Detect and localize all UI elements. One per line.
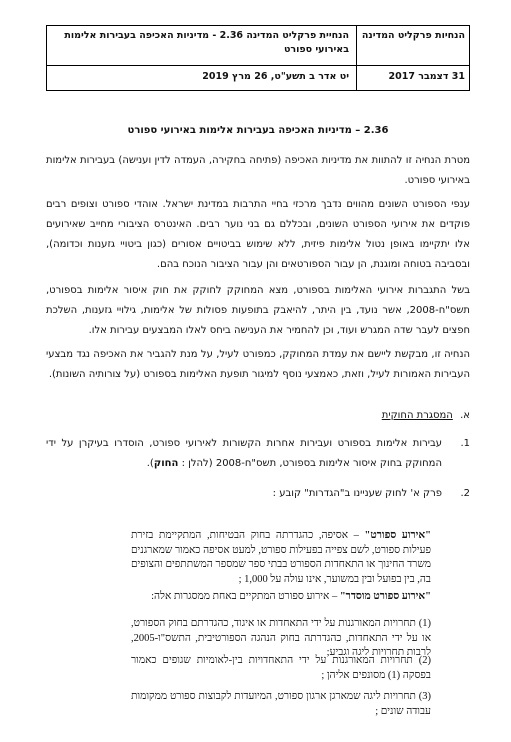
paragraph-legislation: בשל התגברות אירועי האלימות בספורט, מצא המחוקק לחוקק את חוק איסור אלימות בספורט, תשס"ח-2008, אשר נועד, בין היתר, להיאבק בתופעות פסולות של אלימות, גילויי גזענות, השלכת חפצים לעבר שדה המגרש ועוד, וכן להחמיר את הענישה ביחס לאלו המבצעים עבירות אלו. — [46, 285, 470, 336]
definition-text: – אירוע ספורט המתקיים באחת ממסגרות אלה: — [151, 591, 340, 602]
quote-definition-sport-event — [131, 529, 431, 587]
header-table-divider-horizontal — [47, 65, 469, 66]
list-item — [46, 434, 470, 474]
document-title: 2.36 – מדיניות האכיפה בעבירות אלימות באירועי ספורט — [127, 125, 389, 136]
list-item-text — [46, 434, 442, 474]
list-item-body: עבירות אלימות בספורט ועבירות אחרות הקשורות לאירועי ספורט, הוסדרו בעיקרן על ידי המחוקק בחוק איסור אלימות בספורט, תשס"ח-2008 (להלן : — [46, 438, 442, 469]
quote-definition-regulated-event — [131, 590, 431, 605]
list-item-defined-term: החוק — [153, 458, 179, 469]
list-item-number: 2. — [460, 488, 470, 499]
header-directive-title: הנחיית פרקליט המדינה 2.36 - מדיניות האכיפה בעבירות אלימות באירועי ספורט — [64, 30, 349, 55]
header-original-date: 31 דצמבר 2017 — [388, 71, 465, 82]
list-item-text: פרק א' לחוק שעניינו ב"הגדרות" קובע : — [272, 488, 442, 499]
list-item — [46, 484, 470, 504]
header-table-divider-vertical — [356, 26, 357, 90]
header-table — [46, 25, 470, 91]
definition-term: "אירוע ספורט מוסדר" — [339, 591, 431, 602]
quote-subclause-3: (3) תחרויות ליגה שמארגן ארגון ספורט, המיועדות לקבוצות ספורט ממקומות עבודה שונים ; — [131, 691, 431, 717]
list-item-tail: ). — [146, 458, 154, 469]
section-letter: א. — [460, 410, 470, 421]
paragraph-background: ענפי הספורט השונים מהווים נדבך מרכזי בחיי התרבות במדינת ישראל. אוהדי ספורט וצופים רבים פוקדים את אירועי הספורט השונים, ובכללם גם בני נוער רבים. האינטרס הציבורי מחייב שאירועים אלו יתקיימו באופן נטול אלימות פיזית, ללא שימוש בביטויים אסורים (כגון ביטויי גזענות וכדומה), ובסביבה בטוחה ומוגנת, הן עבור הספורטאים והן עבור הציבור הנוכח בהם. — [46, 199, 470, 270]
paragraph-purpose: מטרת הנחיה זו להתוות את מדיניות האכיפה (פתיחה בחקירה, העמדה לדין וענישה) בעבירות אלימות באירועי ספורט. — [46, 155, 470, 186]
section-title: המסגרת החוקית — [381, 410, 453, 421]
paragraph-directive-aim: הנחיה זו, מבקשת ליישם את עמדת המחוקק, כמפורט לעיל, על מנת להגביר את האכיפה נגד מבצעי העבירות האמורות לעיל, וזאת, כאמצעי נוסף למיגור תופעת האלימות בספורט (על צורותיה השונות). — [46, 349, 470, 380]
header-update-date: יט אדר ב תשע"ט, 26 מרץ 2019 — [202, 71, 349, 82]
section-heading — [170, 410, 470, 421]
quote-subclause-1: (1) תחרויות המאורגנות על ידי התאחדות או איגוד, כהגדרתם בחוק הספורט, או על ידי התאחדות, כהגדרתה בחוק הנהגה הספורטיבית, התשס"ו-2005, לרבות תחרויות ליגה וגביע; — [131, 618, 431, 658]
definition-term: "אירוע ספורט" — [364, 530, 431, 541]
list-item-number: 1. — [460, 438, 470, 449]
quote-subclause-2: (2) תחרויות המאורגנות על ידי התאחדויות בין-לאומיות שגופים כאמור בפסקה (1) מסונפים אליהן ; — [131, 655, 431, 681]
header-guidelines-label: הנחיות פרקליט המדינה — [361, 30, 465, 41]
definition-text: – אסיפה, כהגדרתה בחוק הבטיחות, המתקיימת בזירת פעילות ספורט, לשם צפייה בפעילות ספורט, למעט אסיפה כאמור שמארגנים משרד החינוך או התאחדות הספורט בבתי ספר שמספר המשתתפים והצופים בה, בין בפועל ובין במשוער, אינו עולה על 1,000 ; — [131, 530, 431, 585]
